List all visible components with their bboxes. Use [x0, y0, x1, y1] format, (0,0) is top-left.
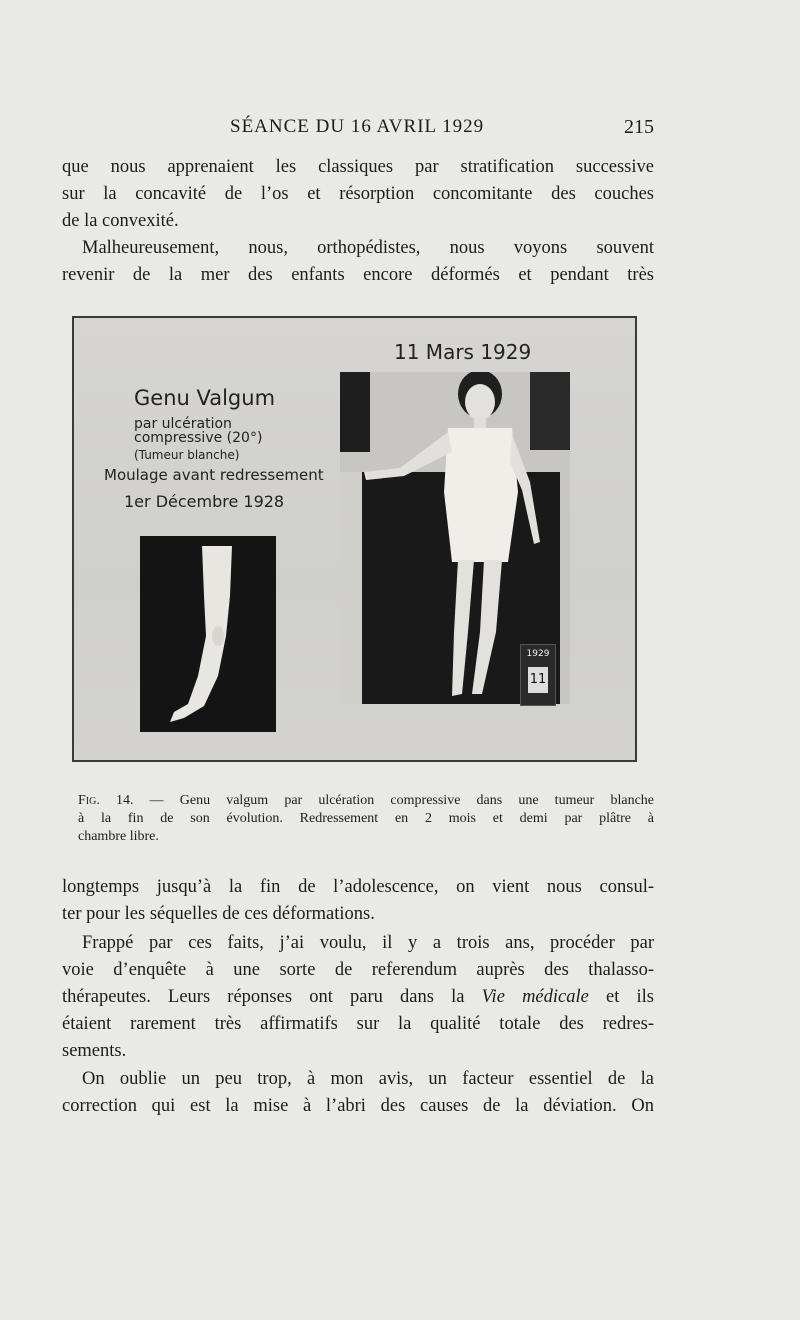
- text-line: correction qui est la mise à l’abri des causes de la déviation. On: [62, 1096, 654, 1116]
- text-line: On oublie un peu trop, à mon avis, un facteur essentiel de la: [82, 1069, 654, 1089]
- caption-label: Fig. 14.: [78, 793, 134, 808]
- journal-title: Vie médicale: [481, 987, 589, 1007]
- figure-14: [72, 316, 637, 762]
- caption-line: à la fin de son évolution. Redressement en 2 mois et demi par plâtre à: [78, 811, 654, 826]
- text-line: sements.: [62, 1041, 127, 1061]
- caption-line: [78, 792, 654, 810]
- text-line: voie d’enquête à une sorte de referendum auprès des thalasso-: [62, 960, 654, 980]
- handwritten-line: (Tumeur blanche): [134, 448, 240, 462]
- text-line: Malheureusement, nous, orthopédistes, nous voyons souvent: [82, 238, 654, 258]
- text-line: que nous apprenaient les classiques par stratification successive: [62, 157, 654, 177]
- paragraph-2: [62, 235, 654, 289]
- wall-calendar: [520, 644, 556, 706]
- running-title: SÉANCE DU 16 AVRIL 1929: [230, 116, 485, 137]
- calendar-day: 11: [528, 667, 548, 693]
- paragraph-5: [62, 1066, 654, 1120]
- figure-caption: [78, 792, 654, 846]
- text-line: ter pour les séquelles de ces déformations.: [62, 904, 375, 924]
- calendar-year: 1929: [526, 649, 550, 659]
- text-fragment: thérapeutes. Leurs réponses ont paru dans la: [62, 987, 465, 1007]
- text-line: étaient rarement très affirmatifs sur la qualité totale des redres-: [62, 1014, 654, 1034]
- text-line: Frappé par ces faits, j’ai voulu, il y a trois ans, procéder par: [82, 933, 654, 953]
- handwritten-line: compressive (20°): [134, 430, 263, 446]
- leg-mold-photo: [140, 536, 276, 732]
- text-line: sur la concavité de l’os et résorption concomitante des couches: [62, 184, 654, 204]
- paragraph-1: [62, 154, 654, 235]
- caption-line: chambre libre.: [78, 829, 159, 844]
- leg-mold-image: [140, 536, 276, 732]
- page-number: 215: [624, 116, 654, 138]
- handwritten-line: Moulage avant redressement: [104, 466, 324, 484]
- paragraph-4: [62, 930, 654, 1065]
- text-fragment: et ils: [606, 987, 655, 1007]
- text-line: revenir de la mer des enfants encore déformés et pendant très: [62, 265, 654, 285]
- paragraph-3: [62, 874, 654, 928]
- text-line: longtemps jusqu’à la fin de l’adolescence, on vient nous consul-: [62, 877, 654, 897]
- handwritten-line: par ulcération: [134, 416, 232, 432]
- photo-date-label: 11 Mars 1929: [394, 340, 532, 364]
- running-head: [62, 114, 654, 140]
- handwritten-date: 1er Décembre 1928: [124, 492, 285, 511]
- text-line: de la convexité.: [62, 211, 179, 231]
- caption-text: — Genu valgum par ulcération compressive dans une tumeur blanche: [149, 793, 654, 808]
- handwritten-title: Genu Valgum: [134, 386, 276, 410]
- text-line: [62, 984, 654, 1011]
